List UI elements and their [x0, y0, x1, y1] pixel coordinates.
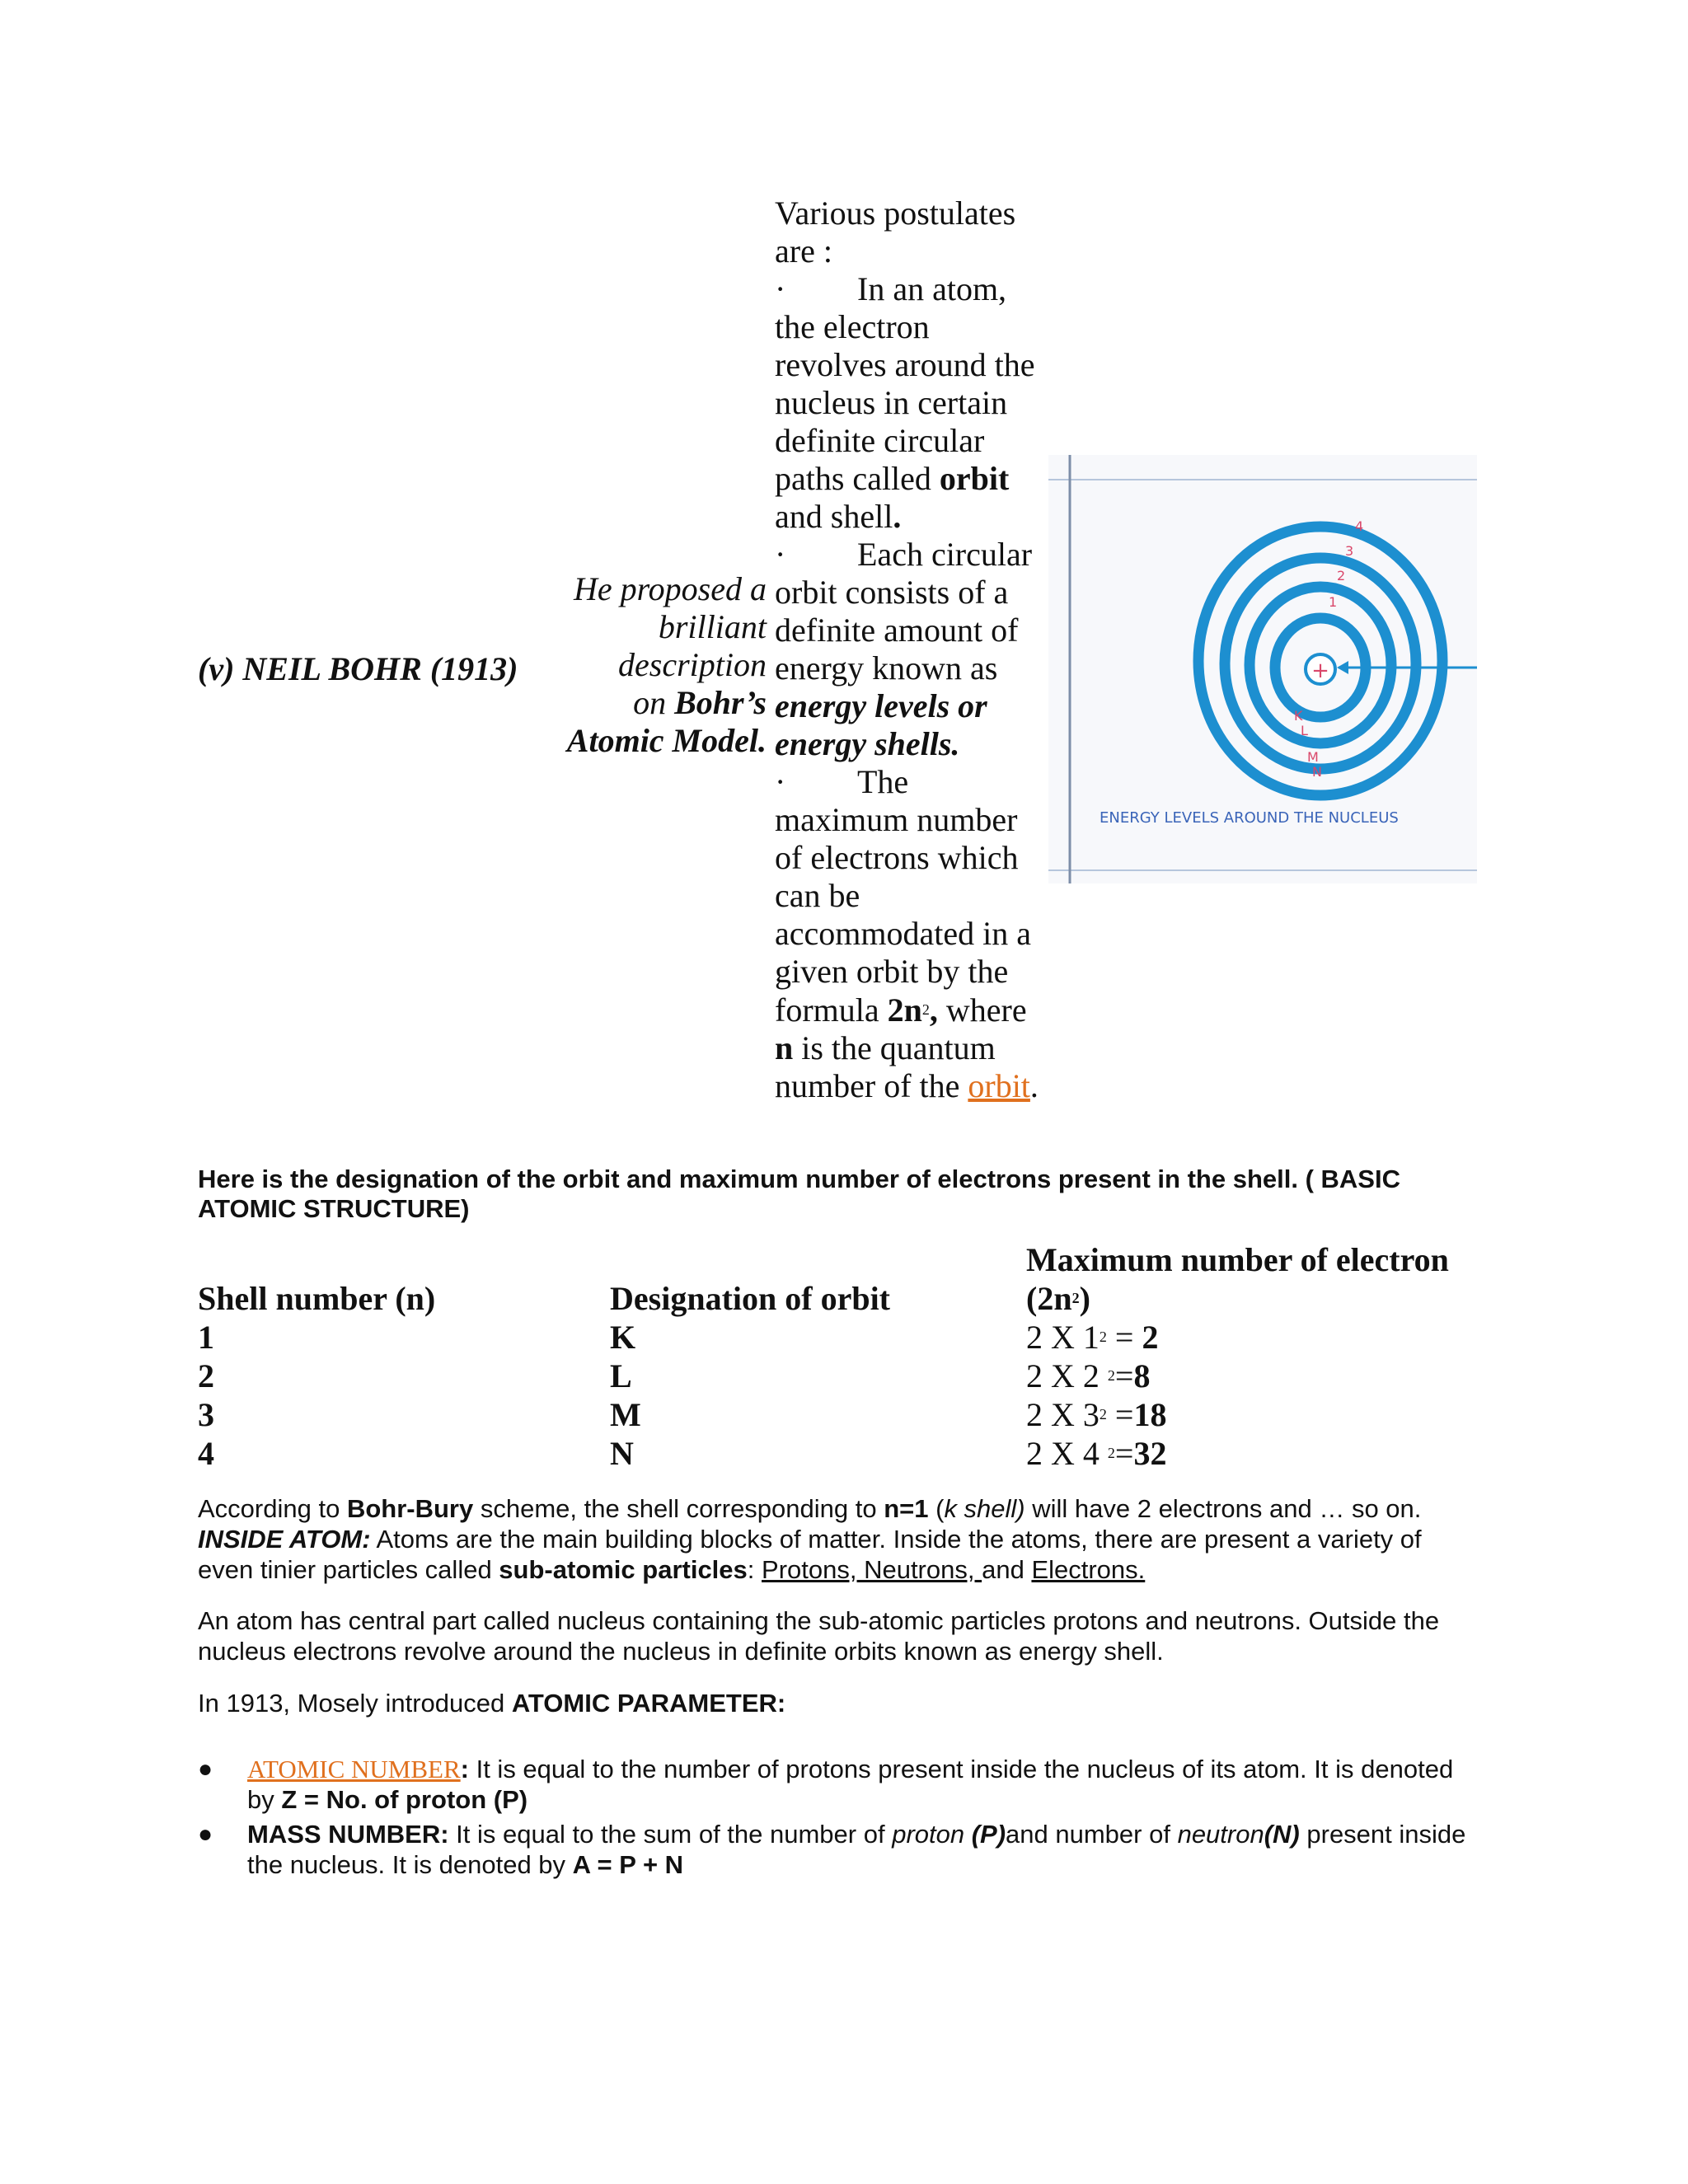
scientist-name: (v) NEIL BOHR (1913) — [198, 650, 518, 687]
cell-shell: 4 — [198, 1435, 214, 1472]
cell-orbit: M — [610, 1396, 641, 1433]
header-text: ) — [1079, 1280, 1090, 1317]
inside-atom-heading: INSIDE ATOM: — [198, 1525, 371, 1554]
desc-atomic-model: Atomic Model. — [566, 722, 767, 759]
cell-value: 18 — [1133, 1396, 1167, 1433]
postulate-2 — [775, 536, 1047, 763]
formula-comma: , — [929, 991, 938, 1029]
cell-sup: 2 — [1099, 1329, 1107, 1345]
text: and — [982, 1555, 1032, 1584]
cell-formula: 2 X 1 — [1026, 1319, 1100, 1356]
mass-number-formula: A = P + N — [572, 1850, 684, 1879]
desc-line: He proposed a — [573, 570, 767, 607]
cell-formula: 2 X 4 — [1026, 1435, 1108, 1472]
orbit-link[interactable]: orbit — [968, 1067, 1030, 1104]
cell-shell: 3 — [198, 1396, 214, 1433]
header-text: Maximum number of electron (2n — [1026, 1241, 1449, 1317]
n-symbol: (N) — [1264, 1820, 1300, 1849]
desc-line — [560, 684, 767, 722]
bohr-bury-paragraph — [198, 1493, 1484, 1585]
energy-levels-term: energy levels or energy shells. — [775, 687, 987, 762]
designation-intro: Here is the designation of the orbit and maximum number of electrons present in the shell. ( BASIC ATOMIC STRUCTURE) — [198, 1165, 1400, 1223]
table-row — [198, 1395, 1484, 1434]
text: present inside the nucleus. It is denoted by — [247, 1820, 1466, 1879]
text: In 1913, Mosely introduced — [198, 1689, 512, 1718]
postulate-period: . — [893, 498, 902, 535]
postulate-text: Each circular orbit consists of a definite amount of energy known as — [775, 536, 1033, 687]
orbit-term: orbit — [939, 460, 1010, 497]
text: It is equal to the sum of the number of — [448, 1820, 893, 1849]
header-designation: Designation of orbit — [610, 1280, 890, 1317]
postulate-text: The maximum number of electrons which can be accommodated in a given orbit by the formula — [775, 763, 1031, 1029]
table-row — [198, 1434, 1484, 1473]
k-shell-term: k shell) — [944, 1494, 1025, 1523]
shell-label-4: 4 — [1355, 518, 1364, 534]
proton-term: proton — [892, 1820, 972, 1849]
postulate-text: where — [937, 991, 1027, 1029]
cell-max — [1026, 1357, 1484, 1395]
cell-formula: 2 X 2 — [1026, 1357, 1108, 1394]
paragraph-text — [198, 1524, 1484, 1585]
cell-value: 8 — [1133, 1357, 1151, 1394]
desc-line: description — [618, 646, 767, 683]
shell-letter-n: N — [1312, 764, 1322, 780]
n1-term: n=1 — [884, 1494, 929, 1523]
nucleus-paragraph — [198, 1605, 1484, 1666]
text: : — [747, 1555, 762, 1584]
mosely-paragraph — [198, 1688, 1484, 1718]
p-symbol: (P) — [971, 1820, 1006, 1849]
cell-eq: = — [1106, 1396, 1134, 1433]
shell-letter-m: M — [1307, 749, 1319, 765]
desc-on: on — [633, 684, 675, 721]
postulate-1 — [775, 270, 1047, 536]
paragraph-text: An atom has central part called nucleus containing the sub-atomic particles protons and neutrons. Outside the nucleus electrons revolve around the nucleus in definite orbits known as energy shell. — [198, 1606, 1440, 1666]
cell-eq: = — [1106, 1319, 1142, 1356]
postulates-list — [775, 194, 1047, 1105]
atomic-parameter-term: ATOMIC PARAMETER: — [511, 1689, 786, 1718]
bohr-bury-term: Bohr-Bury — [346, 1494, 474, 1523]
atomic-parameter-list — [198, 1754, 1484, 1880]
header-shell-number: Shell number (n) — [198, 1280, 436, 1317]
shell-letter-k: K — [1294, 708, 1303, 724]
cell-eq: = — [1114, 1357, 1134, 1394]
cell-sup: 2 — [1107, 1367, 1115, 1384]
list-item — [198, 1754, 1484, 1815]
cell-sup: 2 — [1099, 1406, 1107, 1422]
text: Atoms are the main building blocks of matter. Inside the atoms, there are present a variety of even tinier particles called — [198, 1525, 1422, 1584]
bullet-dot: · — [775, 536, 786, 573]
cell-eq: = — [1114, 1435, 1134, 1472]
table-header-row — [198, 1241, 1484, 1318]
nucleus-symbol: + — [1311, 658, 1329, 683]
shell-table — [198, 1241, 1484, 1473]
text: According to — [198, 1494, 347, 1523]
bohr-description — [560, 570, 767, 760]
table-row — [198, 1357, 1484, 1395]
bullet-icon: ● — [198, 1755, 213, 1783]
cell-formula: 2 X 3 — [1026, 1396, 1100, 1433]
bullet-dot: · — [775, 270, 786, 307]
n-term: n — [775, 1029, 794, 1066]
atomic-number-link[interactable]: ATOMIC NUMBER — [247, 1755, 461, 1783]
cell-value: 32 — [1133, 1435, 1167, 1472]
protons-neutrons-underlined: Protons, Neutrons, — [762, 1555, 982, 1584]
shell-label-3: 3 — [1345, 543, 1354, 559]
shell-label-1: 1 — [1329, 594, 1338, 610]
cell-max — [1026, 1434, 1484, 1473]
list-item — [198, 1819, 1484, 1880]
paragraph-text — [198, 1493, 1484, 1524]
cell-orbit: N — [610, 1435, 634, 1472]
electrons-underlined: Electrons. — [1031, 1555, 1146, 1584]
formula-sup: 2 — [921, 1001, 930, 1018]
postulate-text: In an atom, the electron revolves around the nucleus in certain definite circular paths called — [775, 270, 1035, 497]
cell-max — [1026, 1318, 1484, 1357]
postulate-period: . — [1029, 1067, 1039, 1104]
postulate-text: is the quantum number of the — [775, 1029, 996, 1104]
energy-levels-diagram — [1048, 455, 1477, 883]
diagram-caption: ENERGY LEVELS AROUND THE NUCLEUS — [1100, 809, 1399, 827]
table-row — [198, 1318, 1484, 1357]
text: ( — [928, 1494, 945, 1523]
text: scheme, the shell corresponding to — [473, 1494, 884, 1523]
colon: : — [460, 1755, 469, 1783]
desc-line: brilliant — [658, 608, 767, 645]
text: will have 2 electrons and … so on. — [1025, 1494, 1422, 1523]
postulates-intro: Various postulates are : — [775, 194, 1016, 269]
postulate-3 — [775, 763, 1047, 1105]
sub-atomic-term: sub-atomic particles — [499, 1555, 748, 1584]
shell-label-2: 2 — [1337, 568, 1346, 583]
desc-line — [560, 722, 767, 760]
mass-number-label: MASS NUMBER: — [247, 1820, 449, 1849]
text: It is equal to the number of protons present inside the nucleus of its atom. It is denoted by — [247, 1755, 1454, 1814]
shell-letter-l: L — [1301, 723, 1308, 738]
header-max-electrons — [1026, 1241, 1484, 1318]
formula: 2n — [887, 991, 922, 1029]
neutron-term: neutron — [1177, 1820, 1264, 1849]
cell-shell: 2 — [198, 1357, 214, 1394]
paragraph-text — [198, 1688, 1484, 1718]
cell-max — [1026, 1395, 1484, 1434]
cell-value: 2 — [1142, 1319, 1159, 1356]
cell-sup: 2 — [1107, 1445, 1115, 1461]
cell-orbit: L — [610, 1357, 632, 1394]
postulate-text: and shell — [775, 498, 893, 535]
atomic-number-formula: Z = No. of proton (P) — [281, 1785, 528, 1814]
bullet-icon: ● — [198, 1821, 213, 1848]
header-sup: 2 — [1071, 1290, 1080, 1306]
text: and number of — [1006, 1820, 1178, 1849]
cell-shell: 1 — [198, 1319, 214, 1356]
cell-orbit: K — [610, 1319, 636, 1356]
bullet-dot: · — [775, 763, 786, 800]
desc-bohrs: Bohr’s — [674, 684, 767, 721]
